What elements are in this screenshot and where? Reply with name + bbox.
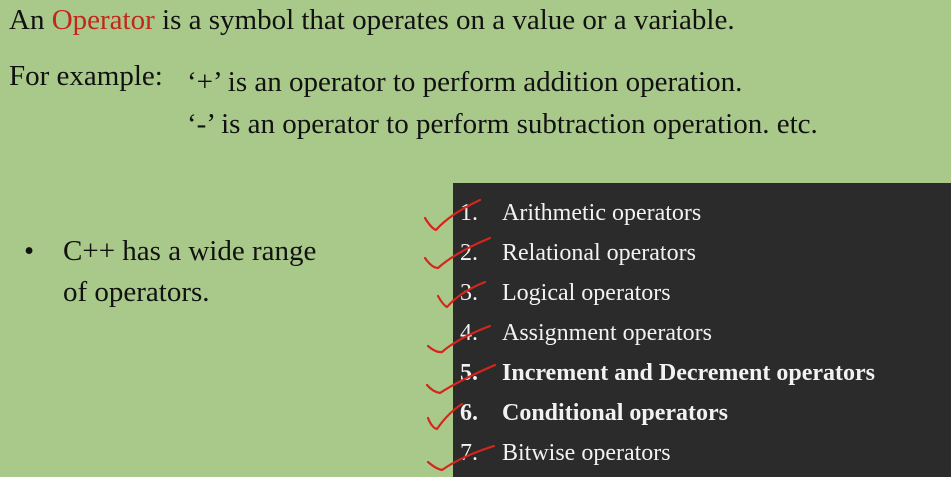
operator-label: Increment and Decrement operators bbox=[502, 360, 876, 386]
operator-label: Assignment operators bbox=[502, 320, 712, 346]
intro-after: is a symbol that operates on a value or a variable. bbox=[154, 4, 735, 36]
example-label: For example: bbox=[9, 60, 163, 92]
operator-number: 5. bbox=[460, 360, 478, 386]
operator-label: Relational operators bbox=[502, 240, 696, 266]
operator-label: Conditional operators bbox=[502, 400, 729, 426]
operator-number: 6. bbox=[460, 400, 478, 426]
operator-highlight: Operator bbox=[51, 4, 155, 36]
operator-number: 4. bbox=[460, 320, 478, 346]
bullet-marker: • bbox=[24, 235, 35, 267]
operator-number: 1. bbox=[460, 200, 478, 226]
operator-label: Bitwise operators bbox=[502, 440, 671, 466]
operator-list-panel bbox=[453, 183, 951, 477]
operator-number: 3. bbox=[460, 280, 478, 306]
operator-label: Arithmetic operators bbox=[502, 200, 702, 226]
intro-before: An bbox=[9, 4, 52, 36]
operator-label: Logical operators bbox=[502, 280, 671, 306]
operator-number: 7. bbox=[460, 440, 478, 466]
operator-number: 2. bbox=[460, 240, 478, 266]
bullet-line-1: C++ has a wide range bbox=[63, 235, 317, 267]
bullet-line-2: of operators. bbox=[63, 276, 210, 308]
example-subtraction: ‘-’ is an operator to perform subtraction operation. etc. bbox=[187, 108, 818, 140]
example-addition: ‘+’ is an operator to perform addition operation. bbox=[187, 66, 743, 98]
intro-sentence bbox=[9, 4, 735, 37]
